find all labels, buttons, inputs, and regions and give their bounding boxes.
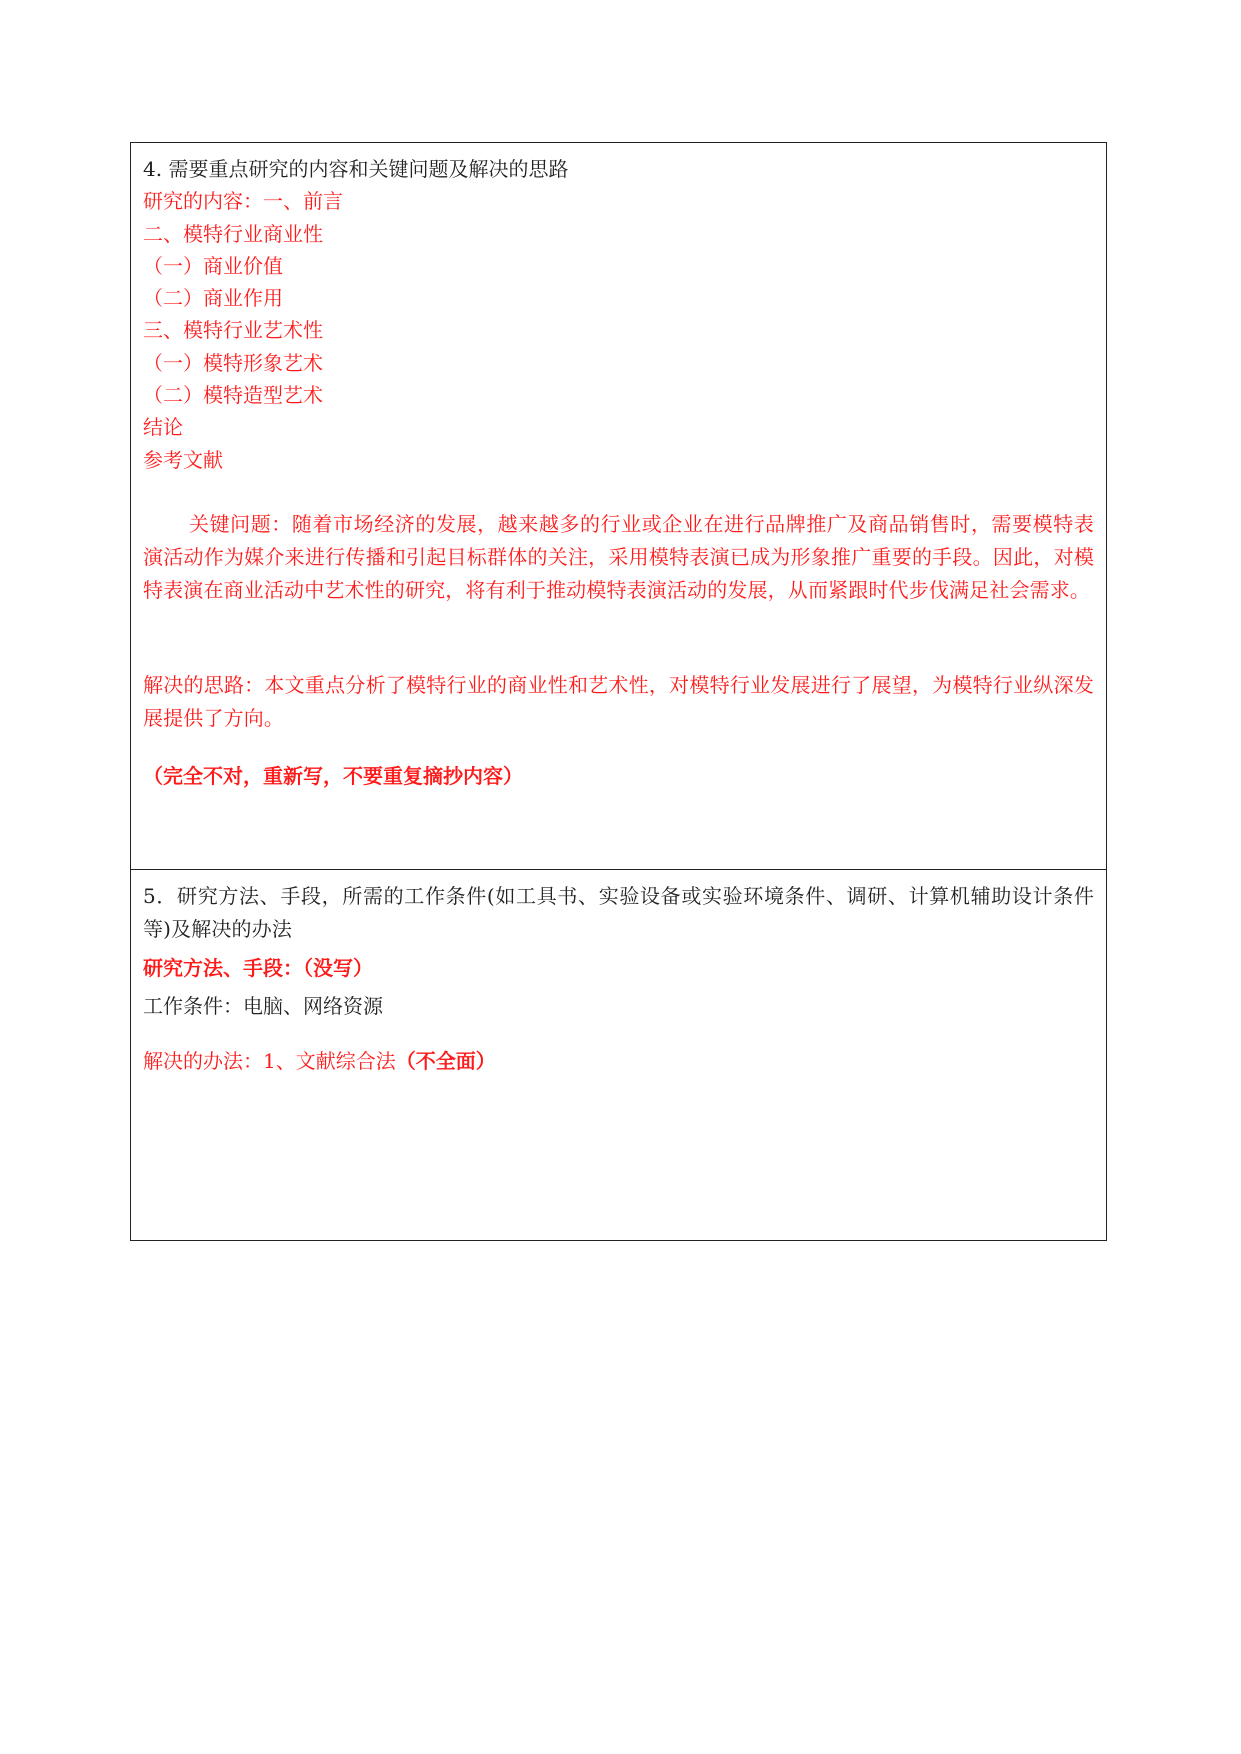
approach-paragraph: 解决的思路：本文重点分析了模特行业的商业性和艺术性，对模特行业发展进行了展望，为模特行业纵深发展提供了方向。 (143, 672, 1094, 730)
methods-line: 研究方法、手段：（没写） (143, 956, 373, 980)
content-item: （一）模特形象艺术 (143, 350, 323, 375)
key-problem-paragraph: 关键问题：随着市场经济的发展，越来越多的行业或企业在进行品牌推广及商品销售时，需要模特表演活动作为媒介来进行传播和引起目标群体的关注，采用模特表演已成为形象推广重要的手段。因此，对模特表演在商业活动中艺术性的研究，将有利于推动模特表演活动的发展，从而紧跟时代步伐满足社会需求。 (143, 511, 1094, 602)
solution-text: 解决的办法：1、文献综合法 (143, 1048, 396, 1073)
content-item: 二、模特行业商业性 (143, 221, 323, 246)
content-item: 研究的内容：一、前言 (143, 189, 343, 214)
reviewer-comment: （完全不对，重新写，不要重复摘抄内容） (143, 763, 523, 788)
solution-line (143, 1045, 1094, 1077)
solution-comment: （不全面） (395, 1048, 496, 1073)
section-5-cell (131, 870, 1106, 1240)
section-5-heading: 5．研究方法、手段，所需的工作条件(如工具书、实验设备或实验环境条件、调研、计算机辅助设计条件等)及解决的办法 (143, 884, 1094, 941)
section-4-cell (131, 143, 1106, 870)
content-item: 三、模特行业艺术性 (143, 318, 323, 343)
proposal-table (130, 142, 1107, 1241)
content-item: 结论 (143, 415, 183, 440)
content-item: （一）商业价值 (143, 253, 283, 278)
conditions-line: 工作条件：电脑、网络资源 (143, 994, 383, 1019)
content-item: 参考文献 (143, 447, 223, 472)
content-item: （二）模特造型艺术 (143, 383, 323, 408)
section-4-heading: 4. 需要重点研究的内容和关键问题及解决的思路 (143, 157, 569, 181)
content-item: （二）商业作用 (143, 286, 283, 311)
